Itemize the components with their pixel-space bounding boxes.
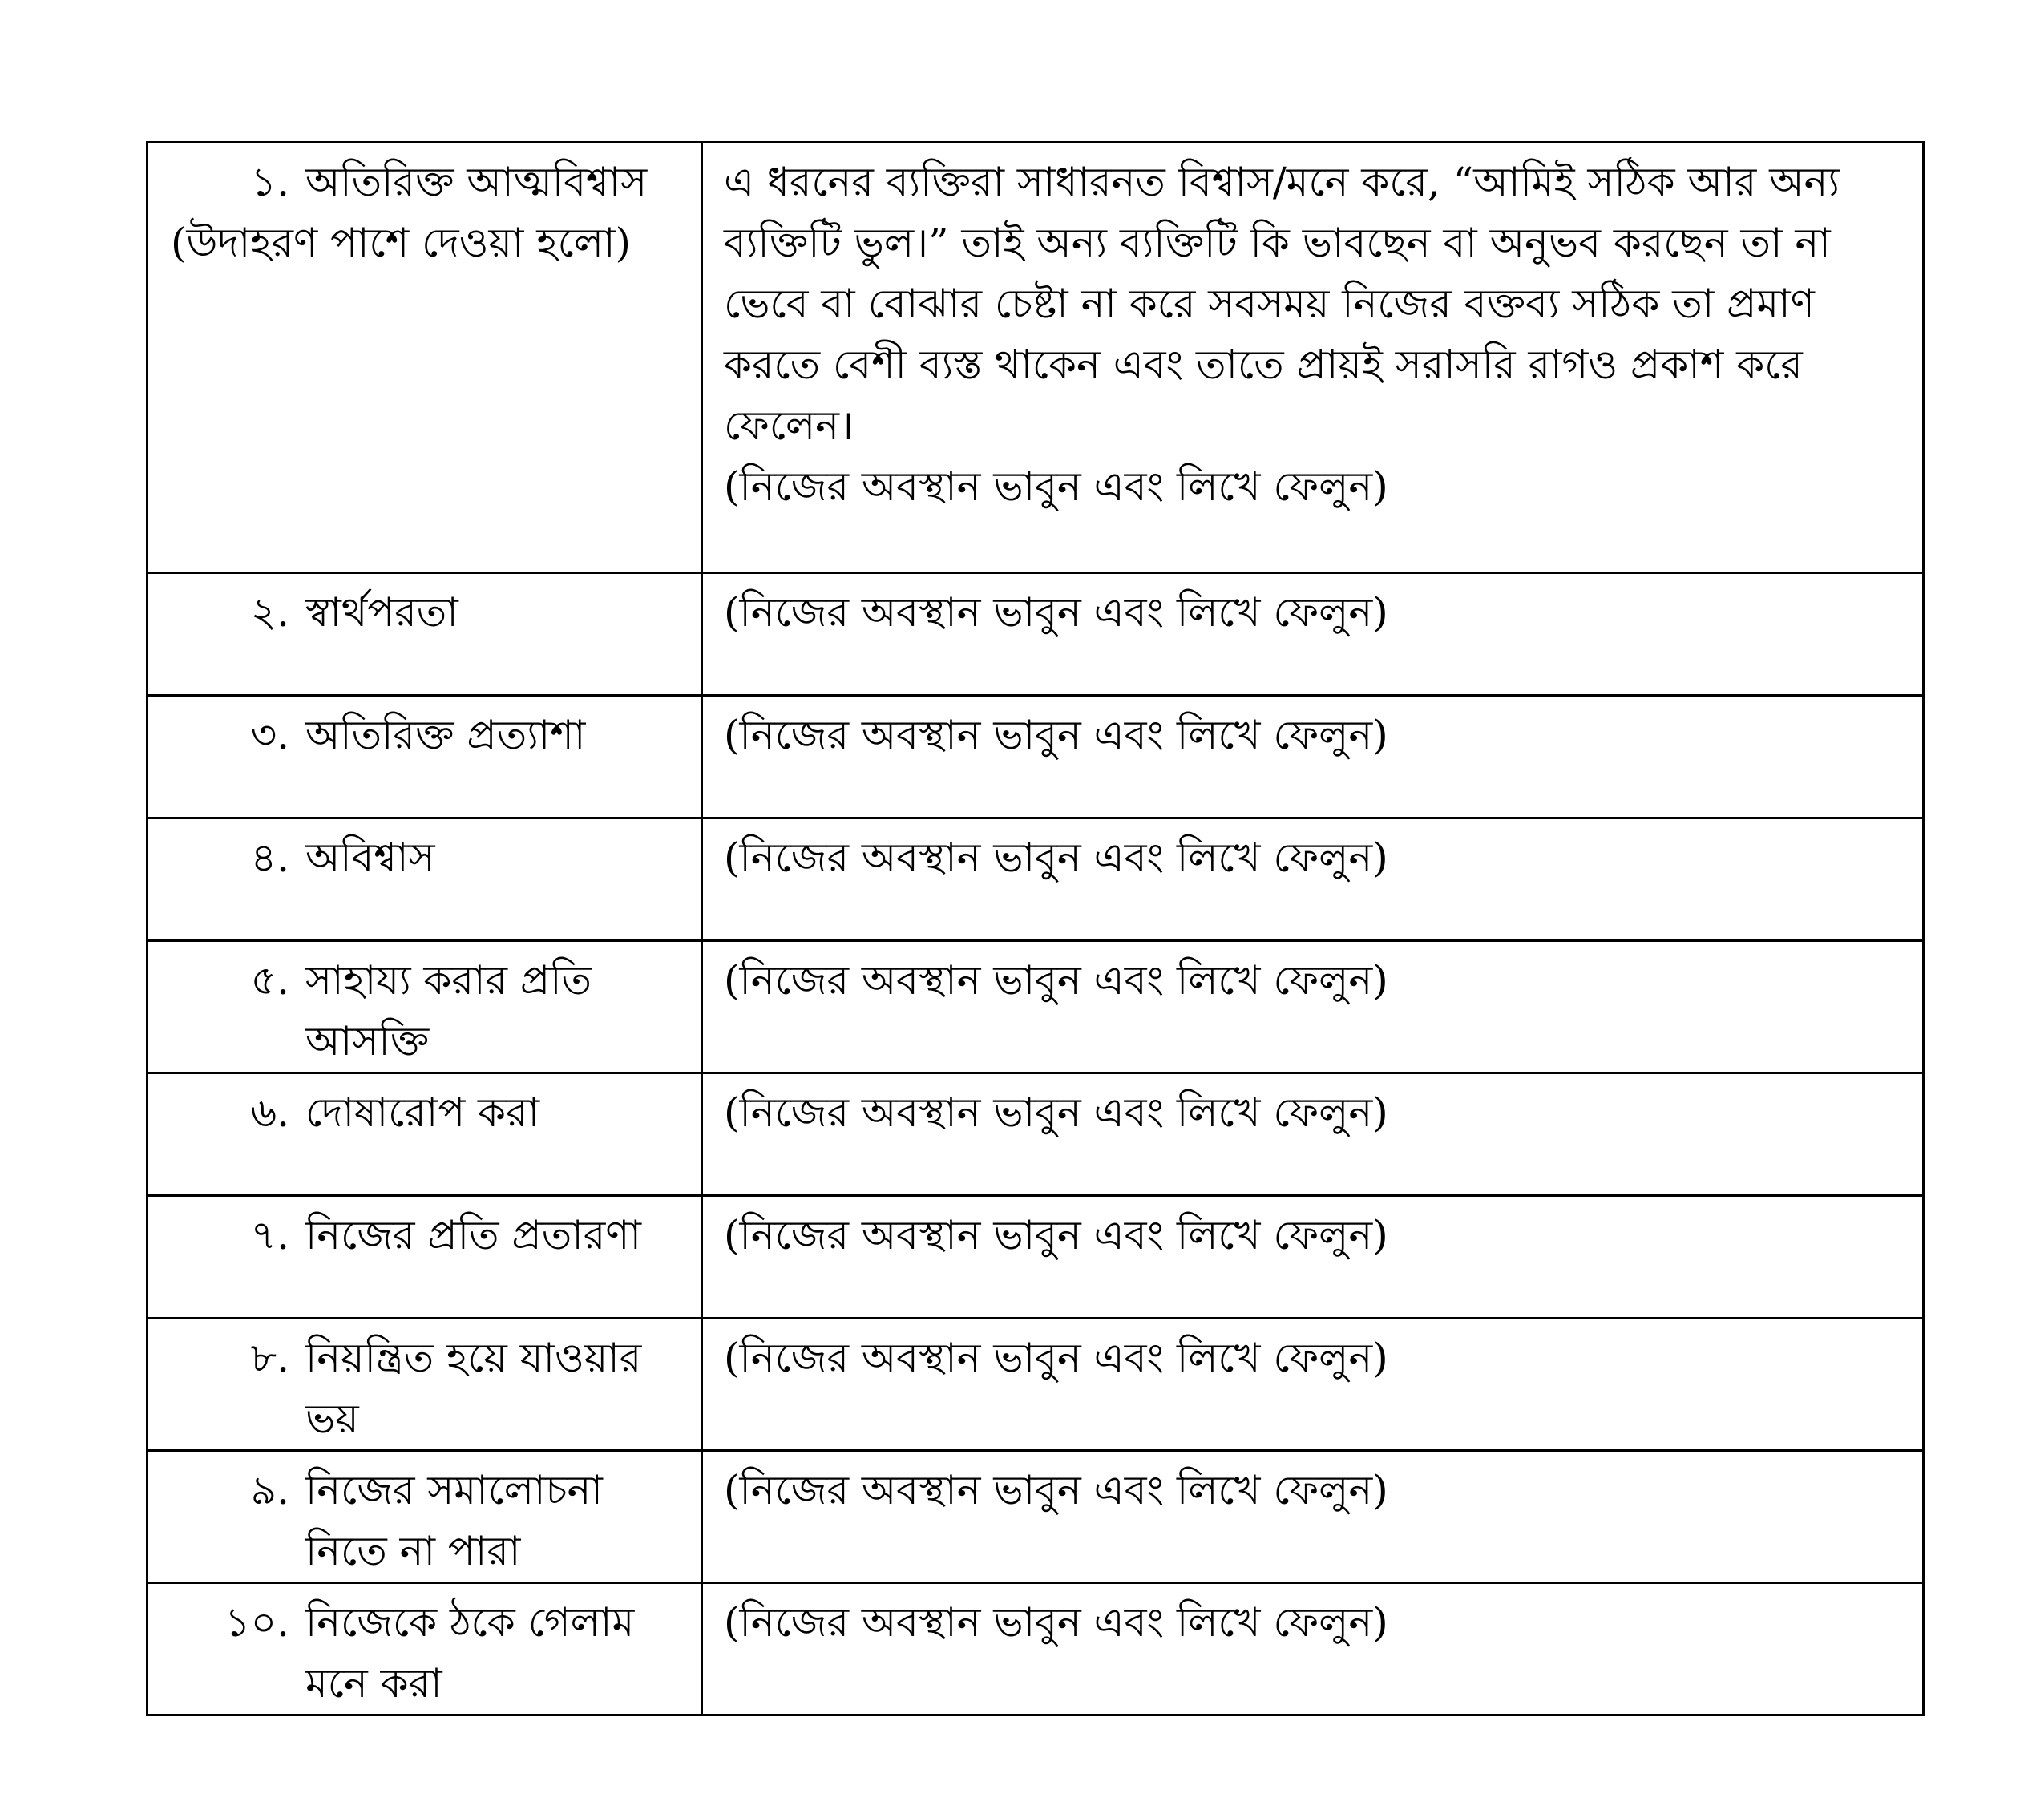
response-cell[interactable] [702, 818, 1924, 941]
topic-item [148, 1460, 688, 1582]
topic-cell [147, 941, 702, 1073]
topic-cell [147, 696, 702, 818]
response-cell[interactable] [702, 941, 1924, 1073]
response-cell[interactable] [702, 1073, 1924, 1196]
response-cell[interactable] [702, 573, 1924, 696]
write-prompt: (নিজের অবস্থান ভাবুন এবং লিখে ফেলুন) [724, 1089, 1388, 1136]
topic-cell [147, 1196, 702, 1319]
response-cell[interactable] [702, 696, 1924, 818]
topic-item [148, 1205, 688, 1266]
table-row [147, 1451, 1924, 1583]
item-number: ৩. [250, 712, 289, 758]
topic-cell [147, 143, 702, 573]
item-title: নিজের সমালোচনা নিতে না পারা [305, 1467, 603, 1574]
write-prompt: (নিজের অবস্থান ভাবুন এবং লিখে ফেলুন) [724, 712, 1388, 758]
write-prompt: (নিজের অবস্থান ভাবুন এবং লিখে ফেলুন) [724, 1335, 1388, 1381]
example-description: এ ধরনের ব্যক্তিরা সাধারনত বিশ্বাস/মনে করে, “আমিই সঠিক আর অন্য ব্যক্তিটি ভুল।” তাই অন্য ব্যক্তিটি কি ভাবছেন বা অনুভব করছেন তা না ভেবে বা বোঝার চেষ্টা না করে সবসময় নিজের বক্তব্য সঠিক তা প্রমাণ করতে বেশী ব্যস্ত থাকেন এবং তাতে প্রায়ই সরাসরি রাগও প্রকাশ করে ফেলেন। [724, 159, 1840, 449]
topic-cell [147, 1073, 702, 1196]
item-number: ১০. [224, 1599, 289, 1646]
response-cell[interactable] [702, 1319, 1924, 1451]
table-row [147, 941, 1924, 1073]
item-number: ৭. [250, 1212, 289, 1259]
topic-item [148, 1592, 688, 1714]
item-number: ৮. [250, 1335, 289, 1381]
table-row [147, 1583, 1924, 1715]
topic-item [148, 152, 688, 212]
item-title: নিজেকে ঠকে গেলাম মনে করা [305, 1599, 635, 1707]
item-title: অতিরিক্ত আত্মবিশ্বাস [305, 159, 648, 205]
item-number: ২. [250, 589, 289, 636]
item-title: অতিরিক্ত প্রত্যাশা [305, 712, 586, 758]
write-prompt: (নিজের অবস্থান ভাবুন এবং লিখে ফেলুন) [724, 1212, 1388, 1259]
topic-cell [147, 818, 702, 941]
table-row [147, 818, 1924, 941]
response-cell[interactable] [702, 1451, 1924, 1583]
item-title: স্বার্থপরতা [305, 589, 458, 636]
topic-cell [147, 1319, 702, 1451]
table-row [147, 1319, 1924, 1451]
topic-item [148, 950, 688, 1072]
table-row [147, 1196, 1924, 1319]
topic-cell [147, 573, 702, 696]
item-title: নিজের প্রতি প্রতারণা [305, 1212, 641, 1259]
item-number: ৪. [250, 834, 289, 881]
item-title: অবিশ্বাস [305, 834, 435, 881]
write-prompt: (নিজের অবস্থান ভাবুন এবং লিখে ফেলুন) [724, 834, 1388, 881]
response-cell[interactable] [702, 1583, 1924, 1715]
write-prompt: (নিজের অবস্থান ভাবুন এবং লিখে ফেলুন) [724, 1467, 1388, 1513]
item-number: ৯. [250, 1467, 289, 1513]
topic-item [148, 705, 688, 766]
table-row [147, 696, 1924, 818]
response-cell[interactable] [702, 143, 1924, 573]
item-title: সাহায্য করার প্রতি আসক্তি [305, 957, 592, 1065]
topic-item [148, 582, 688, 643]
example-note: (উদাহরণ পাশে দেওয়া হলো) [171, 220, 631, 266]
write-prompt: (নিজের অবস্থান ভাবুন এবং লিখে ফেলুন) [724, 1599, 1388, 1646]
response-cell[interactable] [702, 1196, 1924, 1319]
table-row [147, 573, 1924, 696]
topic-cell [147, 1583, 702, 1715]
item-number: ১. [250, 159, 289, 205]
topic-item [148, 827, 688, 888]
table-row [147, 1073, 1924, 1196]
table-row [147, 143, 1924, 573]
item-title: দোষারোপ করা [305, 1089, 540, 1136]
topic-item [148, 1082, 688, 1143]
reflection-table [146, 141, 1925, 1716]
topic-item [148, 1327, 688, 1449]
write-prompt: (নিজের অবস্থান ভাবুন এবং লিখে ফেলুন) [724, 463, 1388, 510]
write-prompt: (নিজের অবস্থান ভাবুন এবং লিখে ফেলুন) [724, 957, 1388, 1004]
item-title: নিয়ন্ত্রিত হয়ে যাওয়ার ভয় [305, 1335, 642, 1442]
item-number: ৬. [250, 1089, 289, 1136]
topic-cell [147, 1451, 702, 1583]
write-prompt: (নিজের অবস্থান ভাবুন এবং লিখে ফেলুন) [724, 589, 1388, 636]
item-number: ৫. [250, 957, 289, 1004]
